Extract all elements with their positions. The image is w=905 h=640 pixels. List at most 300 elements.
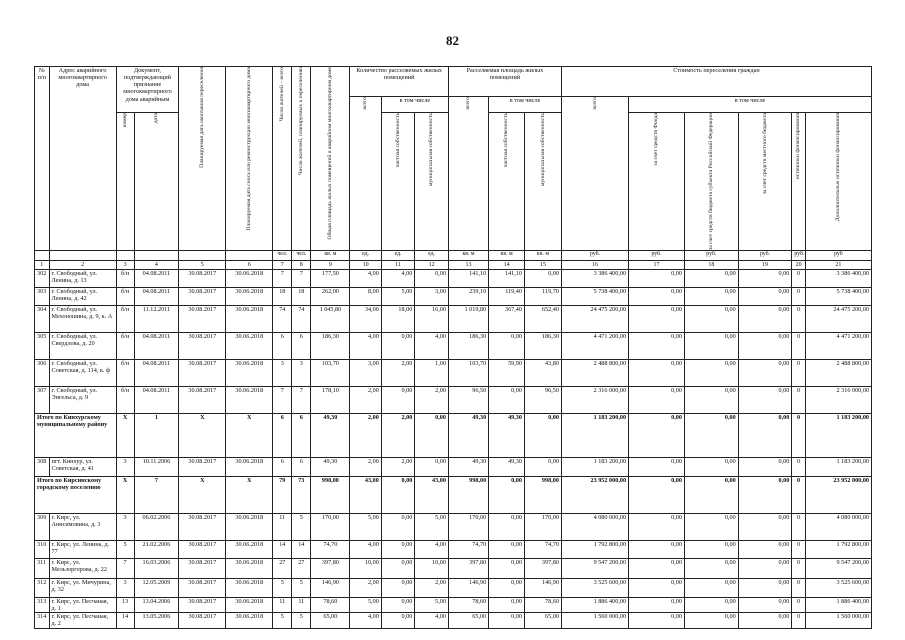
table-cell: 0,00 [629, 598, 685, 613]
table-cell: 8,00 [350, 288, 381, 306]
table-cell: 1 183 200,00 [805, 414, 871, 458]
table-cell: 0,00 [629, 477, 685, 514]
table-cell: 30.06.2018 [226, 579, 273, 598]
column-number: 13 [448, 261, 488, 270]
table-cell: 0,00 [629, 579, 685, 598]
table-cell: 27 [292, 559, 311, 579]
table-cell: 0,00 [738, 541, 792, 559]
table-cell: 0 [792, 613, 805, 628]
table-cell: 0 [792, 559, 805, 579]
table-cell: 14 [292, 541, 311, 559]
table-cell: 239,10 [448, 288, 488, 306]
table-cell: 2 488 800,00 [561, 360, 628, 387]
table-cell: 78,60 [524, 598, 561, 613]
table-cell: 4 471 200,00 [805, 333, 871, 360]
table-cell: 49,30 [311, 414, 350, 458]
table-cell: 24 475 200,00 [805, 306, 871, 333]
table-cell: 49,30 [489, 414, 525, 458]
header-plan-date: Планируемая дата окончания переселения [179, 67, 226, 251]
table-cell: 43,80 [524, 360, 561, 387]
table-row [35, 514, 872, 541]
table-cell: 0,00 [684, 333, 738, 360]
table-cell: 74,70 [524, 541, 561, 559]
table-cell: 5 [292, 613, 311, 628]
column-number: 21 [805, 261, 871, 270]
table-cell: 0,00 [684, 270, 738, 288]
table-cell: 308 [35, 458, 50, 477]
table-cell: 4,00 [350, 270, 381, 288]
column-number: 14 [489, 261, 525, 270]
table-row [35, 541, 872, 559]
table-cell: 186,30 [524, 333, 561, 360]
column-number: 6 [226, 261, 273, 270]
header-residents-planned: Число жителей, планируемых к переселению [292, 67, 311, 251]
table-cell: 1 886 400,00 [561, 598, 628, 613]
table-cell: 0,00 [524, 414, 561, 458]
table-cell: 04.08.2011 [134, 333, 179, 360]
header-doc-date: дата [134, 113, 179, 251]
table-cell: 7 [273, 387, 292, 414]
header-cost-sources: источники финансирования [792, 113, 805, 251]
table-cell: 0,00 [629, 360, 685, 387]
table-cell: X [116, 414, 134, 458]
page-number: 82 [446, 33, 459, 48]
table-cell: 10,00 [350, 559, 381, 579]
table-cell: 0,00 [489, 559, 525, 579]
unit-cell: кв. м [524, 251, 561, 261]
table-cell: 5 [292, 514, 311, 541]
table-cell: 3 [116, 514, 134, 541]
table-cell: 30.08.2017 [179, 598, 226, 613]
table-cell: 178,10 [311, 387, 350, 414]
table-cell: 1 886 400,00 [805, 598, 871, 613]
table-cell: 0,00 [738, 306, 792, 333]
table-cell: 7 [292, 270, 311, 288]
table-cell: 186,30 [448, 333, 488, 360]
table-cell: 4,00 [415, 613, 449, 628]
header-residents-total: Число жителей – всего [273, 67, 292, 251]
table-cell: 2,00 [381, 458, 415, 477]
table-cell: 11 [273, 514, 292, 541]
header-count-municipal: муниципальная собственность [415, 113, 449, 251]
table-cell: 0 [792, 270, 805, 288]
unit-cell [35, 251, 50, 261]
table-cell: 3 386 400,00 [805, 270, 871, 288]
column-number: 16 [561, 261, 628, 270]
table-cell: 9 547 200,00 [561, 559, 628, 579]
table-cell: 13 [116, 598, 134, 613]
table-cell: 4 080 000,00 [561, 514, 628, 541]
table-cell: 103,70 [311, 360, 350, 387]
table-cell: 0,00 [629, 333, 685, 360]
address-cell: г. Свободный, ул. Советская, д. 114, к. ф [49, 360, 116, 387]
table-cell: 4,00 [350, 333, 381, 360]
table-cell: 6 [292, 333, 311, 360]
unit-cell: ед. [415, 251, 449, 261]
table-cell: 0,00 [489, 514, 525, 541]
table-row [35, 387, 872, 414]
table-cell: 5,00 [381, 288, 415, 306]
table-cell: 3,00 [350, 360, 381, 387]
resettlement-table [34, 66, 872, 629]
table-cell: 74 [292, 306, 311, 333]
table-cell: 0,00 [738, 458, 792, 477]
table-cell: 119,70 [524, 288, 561, 306]
table-cell: 27 [273, 559, 292, 579]
table-cell: 0 [792, 458, 805, 477]
column-number: 9 [311, 261, 350, 270]
table-cell: 3 [116, 579, 134, 598]
table-cell: 74,70 [311, 541, 350, 559]
column-number: 19 [738, 261, 792, 270]
table-cell: 16.03.2006 [134, 559, 179, 579]
unit-cell: кв. м [311, 251, 350, 261]
table-cell: 65,00 [448, 613, 488, 628]
table-cell: б/н [116, 288, 134, 306]
column-number: 20 [792, 261, 805, 270]
table-cell: 43,00 [415, 477, 449, 514]
table-cell: 3 525 600,00 [805, 579, 871, 598]
table-cell: 0,00 [738, 598, 792, 613]
table-cell: 49,30 [448, 414, 488, 458]
table-row [35, 579, 872, 598]
table-cell: 04.08.2011 [134, 270, 179, 288]
column-number: 4 [134, 261, 179, 270]
table-row [35, 288, 872, 306]
table-cell: 0,00 [738, 333, 792, 360]
table-cell: 6 [273, 414, 292, 458]
table-row [35, 598, 872, 613]
table-cell: 14 [116, 613, 134, 628]
table-cell: 0,00 [489, 598, 525, 613]
table-cell: 305 [35, 333, 50, 360]
table-row [35, 333, 872, 360]
table-cell: X [226, 477, 273, 514]
header-area-total: всего [448, 97, 488, 251]
table-cell: 30.06.2018 [226, 270, 273, 288]
table-cell: 2,00 [415, 579, 449, 598]
table-cell: 79 [273, 477, 292, 514]
table-row [35, 458, 872, 477]
table-cell: 11.12.2011 [134, 306, 179, 333]
table-cell: 303 [35, 288, 50, 306]
table-cell: 0,00 [684, 458, 738, 477]
table-cell: 141,10 [489, 270, 525, 288]
table-cell: 7 [116, 559, 134, 579]
table-cell: 5 [273, 579, 292, 598]
table-cell: 170,00 [448, 514, 488, 541]
table-cell: 177,50 [311, 270, 350, 288]
table-cell: 10,00 [415, 559, 449, 579]
table-cell: 397,80 [524, 559, 561, 579]
table-cell: 397,80 [311, 559, 350, 579]
table-cell: 307 [35, 387, 50, 414]
address-cell: г. Свободный, ул. Ленина, д. 13 [49, 270, 116, 288]
table-cell: 6 [292, 458, 311, 477]
table-cell: 2,00 [350, 579, 381, 598]
column-number: 10 [350, 261, 381, 270]
table-cell: 2 316 000,00 [561, 387, 628, 414]
table-cell: 30.06.2018 [226, 458, 273, 477]
address-cell: г. Кирс, ул. Мичурина, д. 32 [49, 579, 116, 598]
table-cell: 397,80 [448, 559, 488, 579]
table-cell: 2,00 [350, 458, 381, 477]
table-cell: 0,00 [684, 387, 738, 414]
table-cell: 1 183 200,00 [561, 458, 628, 477]
table-cell: 0,00 [489, 541, 525, 559]
table-cell: 30.06.2018 [226, 387, 273, 414]
table-cell: 5 738 400,00 [561, 288, 628, 306]
table-cell: 0,00 [629, 514, 685, 541]
table-cell: 2 316 000,00 [805, 387, 871, 414]
table-row [35, 613, 872, 628]
table-cell: 74 [273, 306, 292, 333]
header-cost-including: в том числе [629, 97, 872, 113]
table-cell: 0,00 [381, 598, 415, 613]
column-number: 12 [415, 261, 449, 270]
table-cell: 30.06.2018 [226, 333, 273, 360]
table-cell: б/н [116, 333, 134, 360]
table-cell: 3 [273, 360, 292, 387]
table-cell: 18 [292, 288, 311, 306]
table-cell: 4,00 [381, 270, 415, 288]
table-cell: 0,00 [629, 559, 685, 579]
table-cell: 0,00 [738, 270, 792, 288]
table-cell: 18,00 [381, 306, 415, 333]
table-cell: 30.08.2017 [179, 514, 226, 541]
table-cell: 7 [273, 270, 292, 288]
table-cell: 6 [273, 333, 292, 360]
table-cell: 998,00 [524, 477, 561, 514]
table-cell: 312 [35, 579, 50, 598]
address-cell: г. Свободный, ул. Энгельса, д. 9 [49, 387, 116, 414]
subtotal-label: Итого по Кинхурскому муниципальному району [35, 414, 117, 458]
table-cell: 313 [35, 598, 50, 613]
table-cell: 1,00 [415, 360, 449, 387]
address-cell: г. Кирс, ул. Ленина, д. 77 [49, 541, 116, 559]
table-cell: 2,00 [381, 414, 415, 458]
table-cell: 4,00 [350, 613, 381, 628]
table-cell: 0,00 [684, 360, 738, 387]
table-cell: 3 386 400,00 [561, 270, 628, 288]
table-cell: 146,90 [311, 579, 350, 598]
column-number: 8 [292, 261, 311, 270]
table-cell: 0 [792, 306, 805, 333]
table-cell: 0,00 [738, 414, 792, 458]
units-row [35, 251, 872, 261]
table-cell: 49,30 [448, 458, 488, 477]
address-cell: г. Кирс, ул. Мельзоргорова, д. 22 [49, 559, 116, 579]
table-cell: 0 [792, 360, 805, 387]
table-cell: 7 [292, 387, 311, 414]
table-cell: б/н [116, 360, 134, 387]
header-document: Документ, подтверждающий признание многоквартирного дома аварийным [116, 67, 179, 113]
table-cell: 146,90 [524, 579, 561, 598]
table-cell: 3,00 [415, 288, 449, 306]
table-cell: 30.06.2018 [226, 360, 273, 387]
table-cell: 314 [35, 613, 50, 628]
table-cell: 119,40 [489, 288, 525, 306]
table-cell: 49,30 [311, 458, 350, 477]
table-cell: 5 [273, 613, 292, 628]
table-cell: 0,00 [629, 306, 685, 333]
table-cell: 0,00 [684, 288, 738, 306]
table-cell: 0,00 [738, 559, 792, 579]
table-cell: 10.11.2006 [134, 458, 179, 477]
address-cell: пгт. Кинхур, ул. Советская, д. 41 [49, 458, 116, 477]
table-cell: 2,00 [350, 414, 381, 458]
header-area-municipal: муниципальная собственность [524, 113, 561, 251]
unit-cell: ед. [381, 251, 415, 261]
table-cell: 96,50 [448, 387, 488, 414]
table-body [35, 270, 872, 629]
table-cell: 30.08.2017 [179, 306, 226, 333]
table-cell: 65,00 [311, 613, 350, 628]
table-cell: 309 [35, 514, 50, 541]
table-cell: 1 183 200,00 [805, 458, 871, 477]
column-number: 2 [49, 261, 116, 270]
table-header [35, 67, 872, 270]
table-row [35, 559, 872, 579]
table-cell: 0 [792, 514, 805, 541]
header-cost: Стоимость переселения граждан [561, 67, 871, 97]
table-cell: 4 080 000,00 [805, 514, 871, 541]
table-cell: 4,00 [415, 333, 449, 360]
address-cell: г. Кирс, ул. Песчаная, д. 1 [49, 598, 116, 613]
table-cell: 78,60 [448, 598, 488, 613]
table-cell: 43,00 [350, 477, 381, 514]
unit-cell [179, 251, 226, 261]
table-cell: 13.05.2006 [134, 613, 179, 628]
table-cell: 170,00 [311, 514, 350, 541]
table-cell: 304 [35, 306, 50, 333]
table-cell: X [179, 414, 226, 458]
table-cell: 0,00 [738, 360, 792, 387]
table-cell: 9 547 200,00 [805, 559, 871, 579]
header-cost-local: за счет средств местного бюджета [738, 113, 792, 251]
table-cell: 04.08.2011 [134, 387, 179, 414]
table-cell: б/н [116, 270, 134, 288]
table-cell: 18 [273, 288, 292, 306]
table-cell: 998,00 [311, 477, 350, 514]
table-row [35, 270, 872, 288]
table-cell: 30.06.2018 [226, 541, 273, 559]
table-cell: 3 [292, 360, 311, 387]
header-count-private: частная собственность [381, 113, 415, 251]
table-cell: 2,00 [415, 387, 449, 414]
table-cell: 59,90 [489, 360, 525, 387]
table-cell: 0 [792, 414, 805, 458]
table-cell: 0,00 [738, 477, 792, 514]
address-cell: г. Свободный, ул. Мехоношина, д. 9, к. А [49, 306, 116, 333]
table-cell: 0,00 [684, 559, 738, 579]
column-number: 11 [381, 261, 415, 270]
table-cell: 5 [116, 541, 134, 559]
column-number: 18 [684, 261, 738, 270]
table-cell: 0,00 [738, 613, 792, 628]
address-cell: г. Кирс, ул. Песчаная, д. 2 [49, 613, 116, 628]
table-cell: 5,00 [350, 598, 381, 613]
table-cell: 0,00 [738, 514, 792, 541]
table-cell: 23 952 000,00 [561, 477, 628, 514]
table-cell: 30.06.2018 [226, 306, 273, 333]
unit-cell: руб. [792, 251, 805, 261]
table-cell: 1 560 000,00 [561, 613, 628, 628]
table-cell: X [179, 477, 226, 514]
table-cell: 73 [292, 477, 311, 514]
table-cell: 78,60 [311, 598, 350, 613]
table-cell: 0,00 [381, 333, 415, 360]
table-cell: 1 792 800,00 [561, 541, 628, 559]
table-cell: 65,00 [524, 613, 561, 628]
table-cell: 2 488 800,00 [805, 360, 871, 387]
table-cell: 146,90 [448, 579, 488, 598]
table-cell: 30.06.2018 [226, 559, 273, 579]
unit-cell: кв. м [489, 251, 525, 261]
column-number: 15 [524, 261, 561, 270]
table-cell: 0,00 [415, 458, 449, 477]
table-cell: 0,00 [629, 270, 685, 288]
table-cell: 4,00 [415, 541, 449, 559]
table-cell: 5,00 [415, 514, 449, 541]
table-cell: 0,00 [684, 414, 738, 458]
table-cell: 30.06.2018 [226, 288, 273, 306]
column-number: 3 [116, 261, 134, 270]
header-demolish-date: Планируемая дата сноса или реконструкции многоквартирного дома [226, 67, 273, 251]
table-cell: 0 [792, 333, 805, 360]
table-cell: 0,00 [629, 541, 685, 559]
table-cell: 30.08.2017 [179, 288, 226, 306]
table-cell: 0,00 [629, 613, 685, 628]
unit-cell [134, 251, 179, 261]
table-cell: 0,00 [629, 387, 685, 414]
table-cell: 0,00 [489, 579, 525, 598]
table-cell: 367,40 [489, 306, 525, 333]
table-cell: 30.08.2017 [179, 360, 226, 387]
subtotal-row [35, 414, 872, 458]
table-cell: 0 [792, 477, 805, 514]
table-cell: 04.08.2011 [134, 360, 179, 387]
table-cell: 0,00 [415, 414, 449, 458]
header-cost-subject: за счет средств бюджета субъекта Российской Федерации [684, 113, 738, 251]
table-cell: 0,00 [684, 514, 738, 541]
table-cell: 30.06.2018 [226, 613, 273, 628]
unit-cell: чел. [273, 251, 292, 261]
table-cell: 74,70 [448, 541, 488, 559]
table-cell: 0,00 [629, 458, 685, 477]
table-cell: 21.02.2006 [134, 541, 179, 559]
table-cell: 0,00 [489, 387, 525, 414]
table-cell: 0,00 [684, 613, 738, 628]
table-cell: 30.08.2017 [179, 270, 226, 288]
table-cell: б/н [116, 306, 134, 333]
column-numbers-row [35, 261, 872, 270]
table-cell: 5,00 [415, 598, 449, 613]
table-cell: 141,10 [448, 270, 488, 288]
table-cell: 0,00 [684, 541, 738, 559]
table-cell: 30.06.2018 [226, 598, 273, 613]
header-cost-total: всего [561, 97, 628, 251]
table-cell: 30.08.2017 [179, 387, 226, 414]
header-area-including: в том числе [489, 97, 562, 113]
unit-cell [226, 251, 273, 261]
column-number: 1 [35, 261, 50, 270]
unit-cell [49, 251, 116, 261]
table-cell: 311 [35, 559, 50, 579]
table-cell: X [226, 414, 273, 458]
table-cell: 5 738 400,00 [805, 288, 871, 306]
unit-cell: руб. [738, 251, 792, 261]
